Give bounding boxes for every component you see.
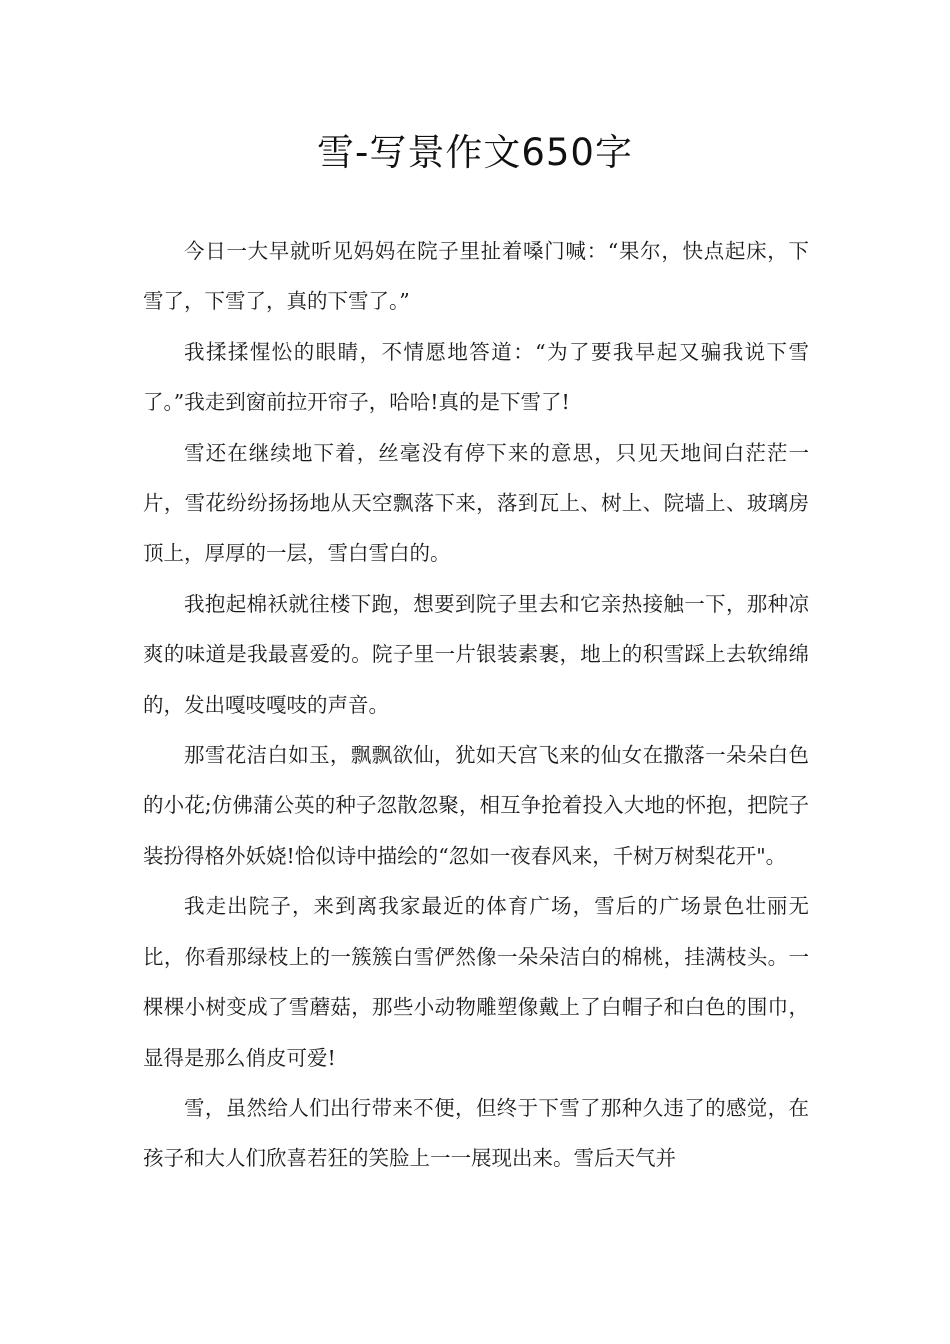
document-body [143,226,809,1184]
paragraph-7: 雪，虽然给人们出行带来不便，但终于下雪了那种久违了的感觉，在孩子和大人们欣喜若狂的笑脸上一一展现出来。雪后天气并 [143,1095,809,1171]
paragraph-3: 雪还在继续地下着，丝毫没有停下来的意思，只见天地间白茫茫一片，雪花纷纷扬扬地从天空飘落下来，落到瓦上、树上、院墙上、玻璃房顶上，厚厚的一层，雪白雪白的。 [143,440,809,566]
paragraph-4: 我抱起棉袄就往楼下跑，想要到院子里去和它亲热接触一下，那种凉爽的味道是我最喜爱的。院子里一片银装素裹，地上的积雪踩上去软绵绵的，发出嘎吱嘎吱的声音。 [143,591,809,717]
paragraph-1: 今日一大早就听见妈妈在院子里扯着嗓门喊：“果尔，快点起床，下雪了，下雪了，真的下雪了。” [143,239,809,314]
paragraph-2: 我揉揉惺忪的眼睛，不情愿地答道：“为了要我早起又骗我说下雪了。”我走到窗前拉开帘子，哈哈!真的是下雪了! [143,339,809,415]
document-title: 雪-写景作文650字 [317,131,633,174]
paragraph-6: 我走出院子，来到离我家最近的体育广场，雪后的广场景色壮丽无比，你看那绿枝上的一簇簇白雪俨然像一朵朵洁白的棉桃，挂满枝头。一棵棵小树变成了雪蘑菇，那些小动物雕塑像戴上了白帽子和白色的围巾，显得是那么俏皮可爱! [143,894,809,1070]
paragraph-5: 那雪花洁白如玉，飘飘欲仙，犹如天宫飞来的仙女在撒落一朵朵白色的小花;仿佛蒲公英的种子忽散忽聚，相互争抢着投入大地的怀抱，把院子装扮得格外妖娆!恰似诗中描绘的“忽如一夜春风来，千树万树梨花开"。 [143,743,809,868]
